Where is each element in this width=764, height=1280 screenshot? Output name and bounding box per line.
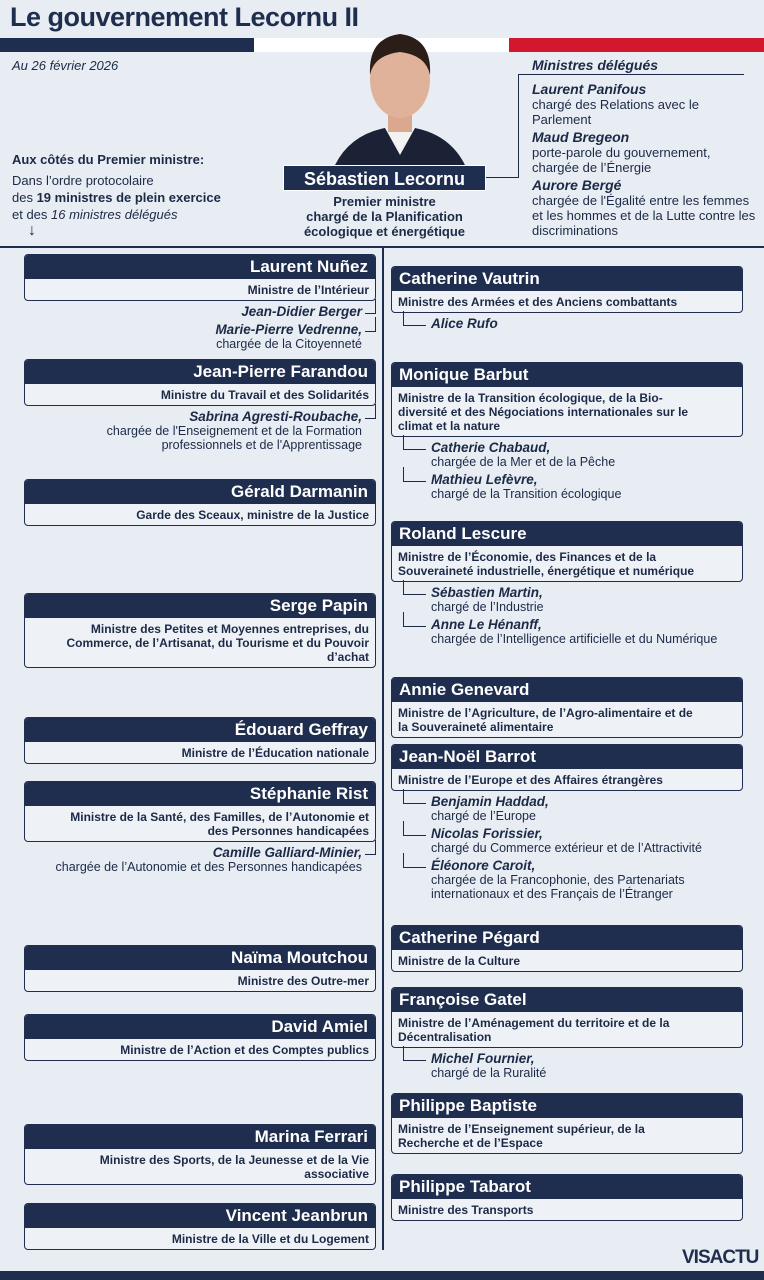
delegate-role: chargé de la Ruralité (431, 1066, 547, 1080)
text: et des (12, 207, 52, 222)
delegate-name: Catherie Chabaud, (431, 440, 551, 455)
minister-name: Françoise Gatel (392, 988, 742, 1012)
minister-name: Édouard Geffray (25, 718, 375, 742)
minister-title: Ministre de l’Action et des Comptes publics (120, 1043, 369, 1057)
minister-title: Ministre de l’Agriculture, de l’Agro-alimentaire et de la Souveraineté alimentaire (398, 706, 693, 734)
minister-group (391, 987, 743, 1080)
minister-card (391, 925, 743, 972)
visactu-logo: VISACTU (682, 1247, 759, 1268)
minister-title: Ministre de l’Intérieur (247, 283, 369, 297)
minister-card (24, 1014, 376, 1061)
flag-blue-stripe (0, 38, 254, 52)
delegate-role: porte-parole du gouvernement, chargée de l’Énergie (532, 145, 711, 175)
flag-red-stripe (509, 38, 764, 52)
delegate-item (391, 441, 743, 469)
delegate-role: chargée de l’Autonomie et des Personnes handicapées (55, 860, 362, 874)
delegate-role: chargé de l’Industrie (431, 600, 544, 614)
minister-name: Vincent Jeanbrun (25, 1204, 375, 1228)
minister-name: Monique Barbut (392, 363, 742, 387)
delegate-role: chargé de la Transition écologique (431, 487, 622, 501)
minister-name: Catherine Vautrin (392, 267, 742, 291)
delegate-name: Benjamin Haddad, (431, 794, 549, 809)
minister-title: Ministre de l’Enseignement supérieur, de la Recherche et de l’Espace (398, 1122, 645, 1150)
minister-title: Ministre de la Ville et du Logement (171, 1232, 369, 1246)
delegate-item (24, 846, 376, 874)
minister-name: Naïma Moutchou (25, 946, 375, 970)
minister-group (24, 1124, 376, 1185)
page-title: Le gouvernement Lecornu II (10, 2, 359, 32)
minister-title: Ministre de la Culture (398, 954, 521, 968)
minister-name: Jean-Pierre Farandou (25, 360, 375, 384)
minister-group (391, 521, 743, 646)
aux-label: Aux côtés du Premier ministre: (12, 152, 205, 167)
minister-title: Ministre de l’Éducation nationale (181, 746, 369, 760)
delegate-role: chargé de l’Europe (431, 809, 536, 823)
minister-group (24, 254, 376, 351)
minister-group (391, 677, 743, 738)
minister-name: David Amiel (25, 1015, 375, 1039)
delegate-name: Anne Le Hénanff, (431, 617, 542, 632)
delegate-item (24, 323, 376, 351)
order-line: Dans l’ordre protocolaire (12, 173, 154, 188)
minister-group (391, 362, 743, 501)
delegate-name: Sabrina Agresti-Roubache, (189, 409, 362, 424)
minister-group (391, 1174, 743, 1221)
delegate-item (391, 827, 743, 855)
delegate-ministers-count: 16 ministres délégués (51, 207, 178, 222)
minister-card (24, 781, 376, 842)
minister-title: Ministre des Armées et des Anciens combattants (398, 295, 678, 309)
column-divider (382, 248, 384, 1250)
delegate-name: Jean-Didier Berger (241, 304, 362, 319)
minister-card (391, 744, 743, 791)
minister-name: Marina Ferrari (25, 1125, 375, 1149)
minister-title: Ministre des Transports (398, 1203, 534, 1217)
delegate-name: Marie-Pierre Vedrenne, (215, 322, 362, 337)
pm-title-line: écologique et énergétique (303, 224, 466, 239)
delegate-item (391, 317, 743, 331)
minister-group (24, 945, 376, 992)
minister-card (24, 1124, 376, 1185)
delegate-item (24, 305, 376, 319)
date-label: Au 26 février 2026 (12, 58, 119, 73)
minister-name: Serge Papin (25, 594, 375, 618)
order-line (12, 206, 221, 223)
connector-line (486, 177, 519, 178)
prime-minister-name: Sébastien Lecornu (283, 165, 486, 191)
minister-name: Laurent Nuñez (25, 255, 375, 279)
minister-title: Ministre de la Santé, des Familles, de l’Autonomie et des Personnes handicapées (70, 810, 369, 838)
minister-card (24, 479, 376, 526)
minister-name: Catherine Pégard (392, 926, 742, 950)
delegate-name: Alice Rufo (431, 316, 498, 331)
delegate-item (391, 1052, 743, 1080)
pm-title-line: Premier ministre (333, 194, 436, 209)
minister-group (24, 479, 376, 526)
minister-title: Garde des Sceaux, ministre de la Justice (136, 508, 369, 522)
minister-card (24, 945, 376, 992)
minister-group (24, 717, 376, 764)
delegate-name: Maud Bregeon (532, 129, 630, 145)
delegates-heading: Ministres délégués (532, 57, 659, 73)
minister-name: Gérald Darmanin (25, 480, 375, 504)
minister-title: Ministre de l’Europe et des Affaires étrangères (398, 773, 663, 787)
minister-card (24, 1203, 376, 1250)
minister-card (391, 362, 743, 437)
minister-name: Philippe Tabarot (392, 1175, 742, 1199)
minister-card (391, 987, 743, 1048)
minister-title: Ministre des Petites et Moyennes entreprises, du Commerce, de l’Artisanat, du Tourisme et du Pouvoir d’achat (66, 622, 369, 664)
minister-card (391, 521, 743, 582)
minister-name: Roland Lescure (392, 522, 742, 546)
delegate-role: chargée de l'Égalité entre les femmes et les hommes et de la Lutte contre les discriminations (532, 193, 756, 238)
minister-group (391, 744, 743, 901)
delegate-item (24, 410, 376, 452)
delegate-role: chargée de la Mer et de la Pêche (431, 455, 616, 469)
delegate-name: Aurore Bergé (532, 177, 622, 193)
order-description (12, 172, 221, 223)
minister-title: Ministre de la Transition écologique, de la Bio-diversité et des Négociations internationales sur le climat et la nature (398, 391, 689, 433)
delegate-role: chargé des Relations avec le Parlement (532, 97, 699, 127)
delegate-role: chargée de la Citoyenneté (216, 337, 362, 351)
minister-card (391, 677, 743, 738)
delegate-item (391, 473, 743, 501)
full-ministers-count: 19 ministres de plein exercice (36, 190, 221, 205)
order-line (12, 189, 221, 206)
delegate-item (391, 586, 743, 614)
minister-card (24, 254, 376, 301)
delegate-name: Nicolas Forissier, (431, 826, 543, 841)
minister-group (24, 1203, 376, 1250)
prime-minister-title (283, 194, 486, 239)
minister-group (24, 781, 376, 874)
minister-title: Ministre des Outre-mer (237, 974, 369, 988)
minister-group (24, 593, 376, 668)
delegate-item (391, 795, 743, 823)
delegate-name: Camille Galliard-Minier, (212, 845, 362, 860)
minister-group (391, 925, 743, 972)
pm-delegates-list (532, 79, 764, 238)
minister-group (391, 1093, 743, 1154)
minister-title: Ministre des Sports, de la Jeunesse et de la Vie associative (99, 1153, 369, 1181)
delegate-name: Éléonore Caroit, (431, 858, 536, 873)
delegate-role: chargée de l'Enseignement et de la Formation professionnels et de l'Apprentissage (106, 424, 362, 452)
arrow-down-icon: ↓ (28, 222, 36, 239)
delegate-name: Laurent Panifous (532, 81, 647, 97)
pm-title-line: chargé de la Planification (306, 209, 463, 224)
minister-group (24, 359, 376, 452)
minister-card (24, 359, 376, 406)
delegate-role: chargé du Commerce extérieur et de l’Attractivité (431, 841, 702, 855)
footer-bar (0, 1271, 764, 1280)
minister-name: Jean-Noël Barrot (392, 745, 742, 769)
delegate-item (391, 618, 743, 646)
minister-name: Annie Genevard (392, 678, 742, 702)
delegate-role: chargée de l’Intelligence artificielle et du Numérique (431, 632, 718, 646)
minister-card (391, 1174, 743, 1221)
delegate-name: Michel Fournier, (431, 1051, 535, 1066)
minister-card (391, 266, 743, 313)
delegate-role: chargée de la Francophonie, des Partenariats internationaux et des Français de l’Étranger (431, 873, 685, 901)
minister-card (24, 593, 376, 668)
delegate-name: Mathieu Lefèvre, (431, 472, 538, 487)
minister-name: Philippe Baptiste (392, 1094, 742, 1118)
minister-group (24, 1014, 376, 1061)
minister-group (391, 266, 743, 331)
prime-minister-photo (330, 20, 470, 165)
delegate-name: Sébastien Martin, (431, 585, 543, 600)
text: des (12, 190, 37, 205)
minister-card (391, 1093, 743, 1154)
minister-title: Ministre de l’Aménagement du territoire et de la Décentralisation (398, 1016, 670, 1044)
minister-title: Ministre du Travail et des Solidarités (160, 388, 369, 402)
minister-title: Ministre de l’Économie, des Finances et de la Souveraineté industrielle, énergétique et numérique (398, 550, 695, 578)
delegate-item (391, 859, 743, 901)
minister-name: Stéphanie Rist (25, 782, 375, 806)
minister-card (24, 717, 376, 764)
